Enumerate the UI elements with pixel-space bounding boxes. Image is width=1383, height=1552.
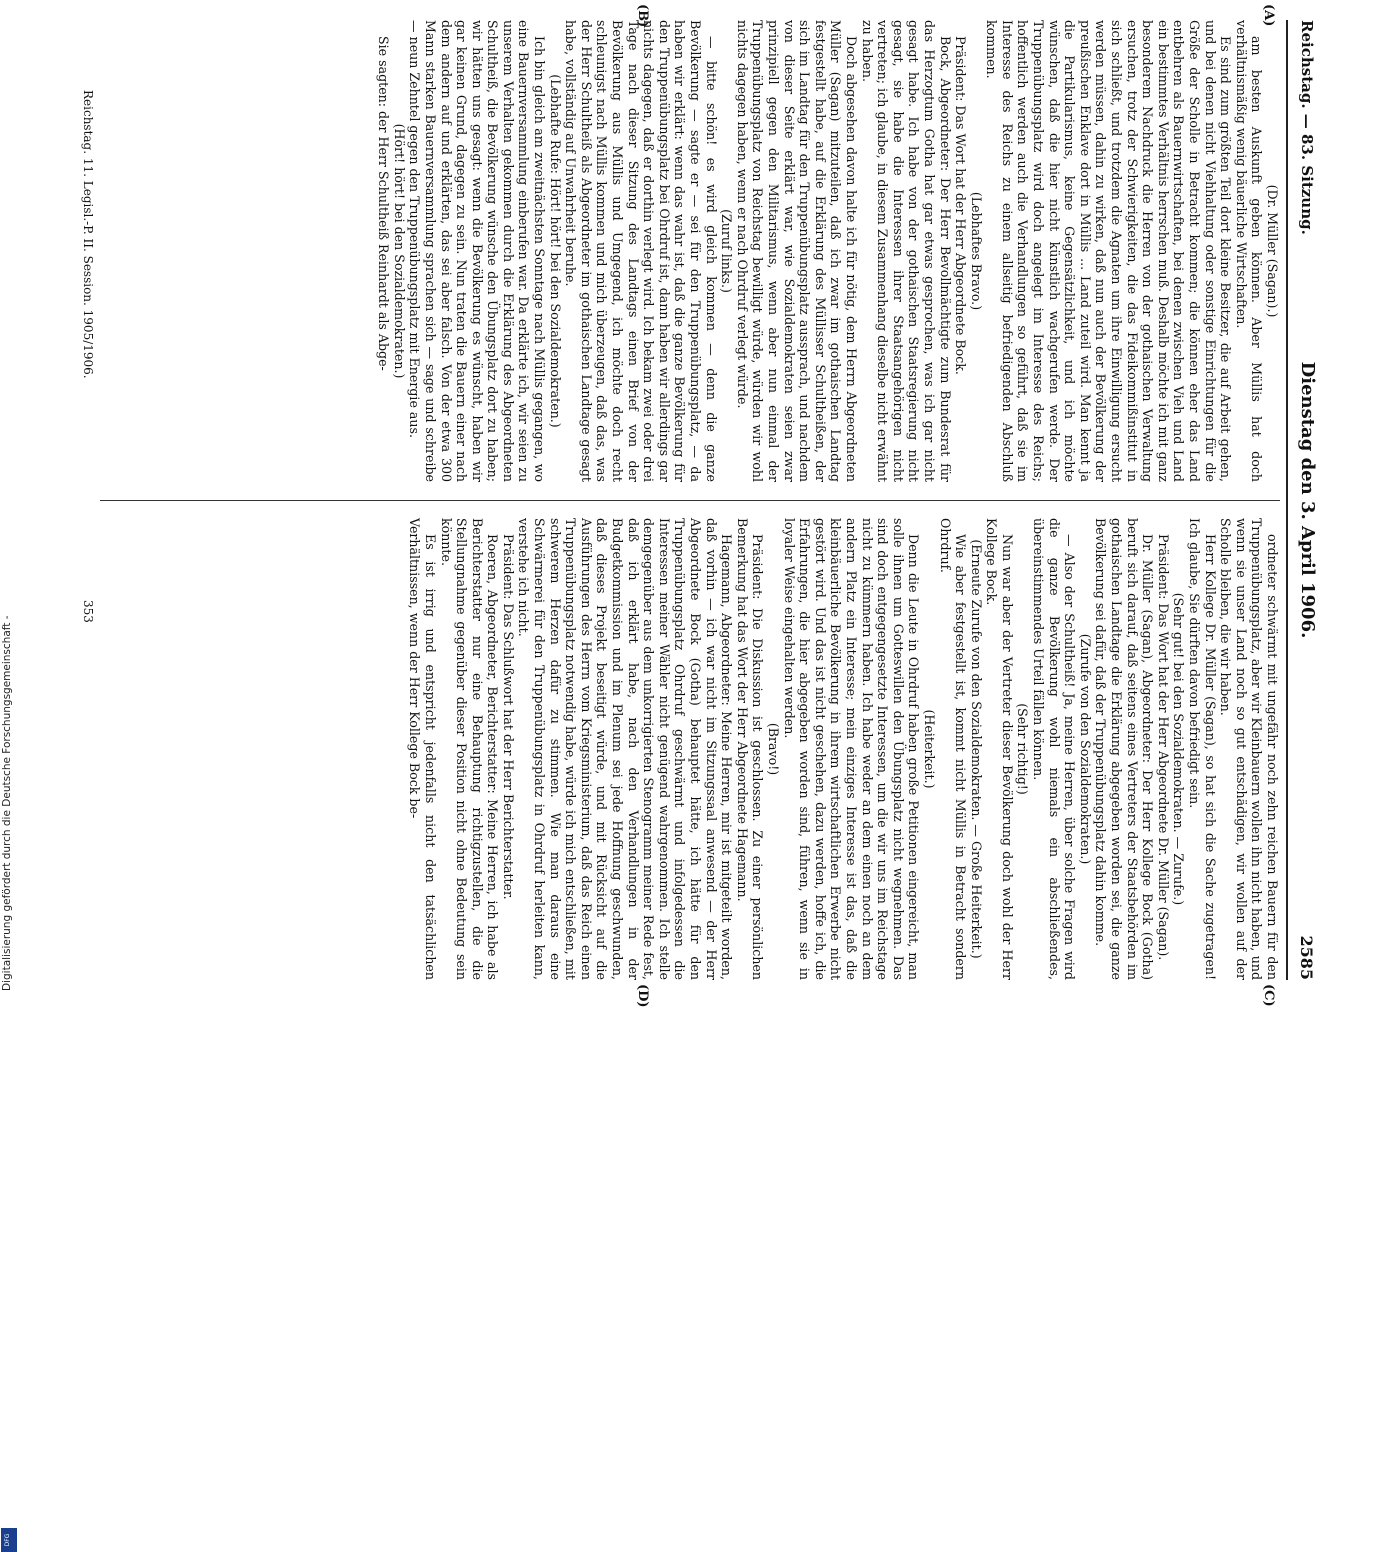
stage-direction: (Zuruf links.) [719, 209, 735, 293]
paragraph: Roeren, Abgeordneter, Berichterstatter: Meine Herren, ich habe als Berichterstatter nur eine Behauptung richtigzustellen, die die Stellungnahme gegenüber dieser Position nicht ohne Bedeutung sein könnte. [438, 518, 501, 980]
header-page-number: 2585 [1297, 935, 1316, 980]
stage-direction: (Lebhaftes Bravo.) [968, 191, 984, 311]
stage-direction: (Sehr richtig!) [1015, 703, 1031, 795]
footer-citation: Reichstag. 11. Legisl.-P. II. Session. 1905/1906. [81, 90, 95, 379]
paragraph: ordneter schwärmt mit ungefähr noch zehn reichen Bauern für den Truppenübungsplatz, aber wir Kleinbauern wollen ihn nicht haben, und wenn sie unser Land noch so gut entschädigen, wir wollen auf der Scholle bleiben, die wir haben. [1218, 518, 1280, 980]
paragraph: Bock, Abgeordneter: Der Herr Bevollmächtigte zum Bundesrat für das Herzogtum Gotha hat gar etwas gesprochen, was ich gar nicht gesagt habe. Ich habe von der gothaischen Staatsregierung nicht gesagt, sie habe die Interessen ihrer Staatsangehörigen nicht vertreten; ich glaube, in diesem Zusammenhang dieselbe nicht erwähnt zu haben. [859, 20, 953, 482]
margin-marker-b: (B) [635, 4, 650, 28]
paragraph: Dr. Müller (Sagan), Abgeordneter: Der Herr Kollege Bock (Gotha) beruft sich darauf, daß seitens eines Vertreters der Staatsbehörden im gothaischen Landtage die Erklärung abgegeben worden sei, die ganze Bevölkerung sei dafür, daß der Truppenübungsplatz dahin komme. [1093, 518, 1156, 980]
dfg-logo-icon [1, 1528, 17, 1552]
stage-direction: (Dr. Müller (Sagan).) [1265, 184, 1280, 318]
paragraph: Wie aber festgestellt ist, kommt nicht Müllis in Betracht sondern Ohrdruf. [937, 518, 969, 980]
paragraph: Sie sagten: der Herr Schultheiß Reinhardt als Abge- [376, 36, 392, 371]
paragraph: Es ist irrig und entspricht jedenfalls nicht den tatsächlichen Verhältnissen, wenn der Herr Kollege Bock be- [407, 518, 438, 980]
column-divider [100, 500, 1280, 501]
svg-text:DFG: DFG [4, 1533, 11, 1547]
left-text-column [376, 20, 1280, 482]
paragraph: Präsident: Die Diskussion ist geschlossen. Zu einer persönlichen Bemerkung hat das Wort der Herr Abgeordnete Hagemann. [734, 518, 766, 980]
paragraph: Es sind zum größten Teil dort kleine Besitzer, die auf Arbeit gehen, und bei denen nicht Viehhaltung oder sonstige Einrichtungen für die Größe der Scholle in Betracht kommen; die können eher das Land entbehren als Bauernwirtschaften, bei denen zwischen Vieh und Land ein bestimmtes Verhältnis herrschen muß. Deshalb möchte ich mit ganz besonderem Nachdruck die Herren von der gothaischen Verwaltung ersuchen, trotz der Schwierigkeiten, die das Fideikommißinstitut in sich schließt, und trotzdem die Agnaten um ihre Einwilligung ersucht werden müssen, dahin zu wirken, daß nun auch der Bevölkerung der preußischen Enklave dort in Müllis ... Land zuteil wird. Man kennt ja die Partikularismus, keine Gegensätzlichkeit, und ich möchte wünschen, daß die hier nicht künstlich wachgerufen werde. Der Truppenübungsplatz wird doch angelegt im Interesse des Reichs; hoffentlich werden auch die Verhandlungen so geführt, daß sie im Interesse des Reichs zu einem allseitig befriedigenden Abschluß kommen. [984, 20, 1234, 482]
margin-marker-c: (C) [1261, 984, 1276, 1007]
footer-page-number: 353 [81, 600, 95, 623]
dfg-credit-text: Digitalisierung gefördert durch die Deutsche Forschungsgemeinschaft - [1, 615, 13, 991]
margin-marker-d: (D) [635, 984, 650, 1008]
paragraph: — bitte schön! es wird gleich kommen — denn die ganze Bevölkerung — sagte er — sei für den Truppenübungsplatz, — da haben wir erklärt: wenn das wahr ist, daß die ganze Bevölkerung für den Truppenübungsplatz bei Ohrdruf ist, dann haben wir allerdings gar nichts dagegen, daß er dorthin verlegt wird. Ich bekam zwei oder drei Tage nach dieser Sitzung des Landtags einen Brief von der Bevölkerung aus Müllis und Umgegend, ich möchte doch recht schleunigst nach Müllis kommen und mich überzeugen, daß das, was der Herr Schultheiß als Abgeordneter im gothaischen Landtage gesagt habe, vollständig auf Unwahrheit beruhe. [563, 20, 719, 482]
paragraph: Hagemann, Abgeordneter: Meine Herren, mir ist mitgeteilt worden, daß vorhin — ich war nicht im Sitzungssaal anwesend — der Herr Abgeordnete Bock (Gotha) behauptet hätte, ich hätte für den Truppenübungsplatz Ohrdruf geschwärmt und infolgedessen die Interessen meiner Wähler nicht genügend wahrgenommen. Ich stelle demgegenüber aus dem unkorrigierten Stenogramm meiner Rede fest, daß ich erklärt habe, nach den Verhandlungen in der Budgetkommission und im Plenum sei jede Hoffnung geschwunden, daß dieses Projekt beseitigt würde, und mit Rücksicht auf die Ausführungen des Herrn vom Kriegsministerium, daß das Reich einen Truppenübungsplatz notwendig habe, würde ich mich entschließen, mit schwerem Herzen dafür zu stimmen. Wie man daraus eine Schwärmerei für den Truppenübungsplatz in Ohrdruf herleiten kann, verstehe ich nicht. [516, 518, 735, 980]
paragraph: Herr Kollege Dr. Müller (Sagan), so hat sich die Sache zugetragen! Ich glaube, Sie dürften davon befriedigt sein. [1187, 518, 1218, 980]
paragraph: Präsident: Das Wort hat der Herr Abgeordnete Dr. Müller (Sagan). [1155, 534, 1171, 961]
paragraph: Doch abgesehen davon halte ich für nötig, dem Herrn Abgeordneten Müller (Sagan) mitzuteilen, daß ich zwar im gothaischen Landtag festgestellt habe, auf die Erklärung des Müllisser Schultheißen, der sich im Landtag für den Truppenübungsplatz aussprach, und nachdem von dieser Seite erklärt war, wie Sozialdemokraten seien zwar prinzipiell gegen den Militarismus, wenn aber nun einmal der Truppenübungsplatz von Reichstag bewilligt würde, würden wir wohl nichts dagegen haben, wenn er nach Ohrdruf verlegt würde. [734, 20, 859, 482]
stage-direction: (Bravo!) [766, 722, 781, 776]
stage-direction: (Hört! hört! bei den Sozialdemokraten.) [391, 123, 407, 379]
paragraph: Präsident: Das Schlußwort hat der Herr Berichterstatter. [500, 534, 516, 900]
paragraph: Präsident: Das Wort hat der Herr Abgeordnete Bock. [953, 36, 969, 375]
digitization-sidebar [0, 560, 18, 1547]
paragraph: Denn die Leute in Ohrdruf haben große Petitionen eingereicht, man solle ihnen um Gotteswillen den Übungsplatz nicht wegnehmen. Das sind doch entgegengesetzte Interessen, um die wir uns im Reichstage nicht zu kümmern haben. Ich habe weder an dem einen noch an dem andern Platz ein Interesse; mein einziges Interesse ist das, daß die kleinbäuerliche Bevölkerung in ihrem wirtschaftlichen Erwerbe nicht gestört wird. Und das ist nicht geschehen, dazu werden, hoffe ich, die Erfahrungen, die hier abgegeben worden sind, führen, wenn sie in loyaler Weise eingehalten werden. [781, 518, 922, 980]
header-left: Reichstag. — 83. Sitzung. [1298, 20, 1316, 235]
document-page [60, 0, 1350, 1008]
stage-direction: (Sehr gut! bei den Sozialdemokraten. — Zurufe.) [1171, 592, 1187, 906]
running-header [1286, 20, 1322, 980]
paragraph: Ich bin gleich am zweitnächsten Sonntage nach Müllis gegangen, wo eine Bauernversammlung einberufen war. Da erklärte ich, wir seien zu unserem Verhalten gekommen durch die Erklärung des Abgeordneten Schultheiß, die Bevölkerung wünsche den Übungsplatz dort zu haben; wir hätten uns gesagt: wenn die Bevölkerung es wünscht, haben wir gar keinen Grund, dagegen zu sein. Nun traten die Bauern einer nach dem andern auf und erklärten, das sei aber falsch. Von der etwa 300 Mann starken Bauernversammlung sprachen sich — sage und schreibe — neun Zehntel gegen den Truppenübungsplatz mit Energie aus. [407, 20, 548, 482]
header-date: Dienstag den 3. April 1906. [1297, 361, 1318, 639]
margin-marker-a: (A) [1261, 4, 1276, 27]
right-text-column [407, 518, 1280, 980]
stage-direction: (Heiterkeit.) [921, 709, 937, 789]
paragraph: am besten Auskunft geben können. Aber Müllis hat doch verhältnismäßig wenig bäuerliche Wirtschaften. [1233, 20, 1265, 482]
stage-direction: (Erneute Zurufe von den Sozialdemokraten. — Große Heiterkeit.) [968, 539, 984, 959]
paragraph: Nun war aber der Vertreter dieser Bevölkerung doch wohl der Herr Kollege Bock. [984, 518, 1015, 980]
stage-direction: (Zurufe von den Sozialdemokraten.) [1077, 633, 1093, 865]
paragraph: — Also der Schultheiß! Ja, meine Herren, über solche Fragen wird die ganze Bevölkerung wohl niemals ein abschließendes, übereinstimmendes Urteil fällen können. [1031, 518, 1078, 980]
stage-direction: (Lebhafte Rufe: Hört! hört! bei den Sozialdemokraten.) [547, 74, 563, 428]
